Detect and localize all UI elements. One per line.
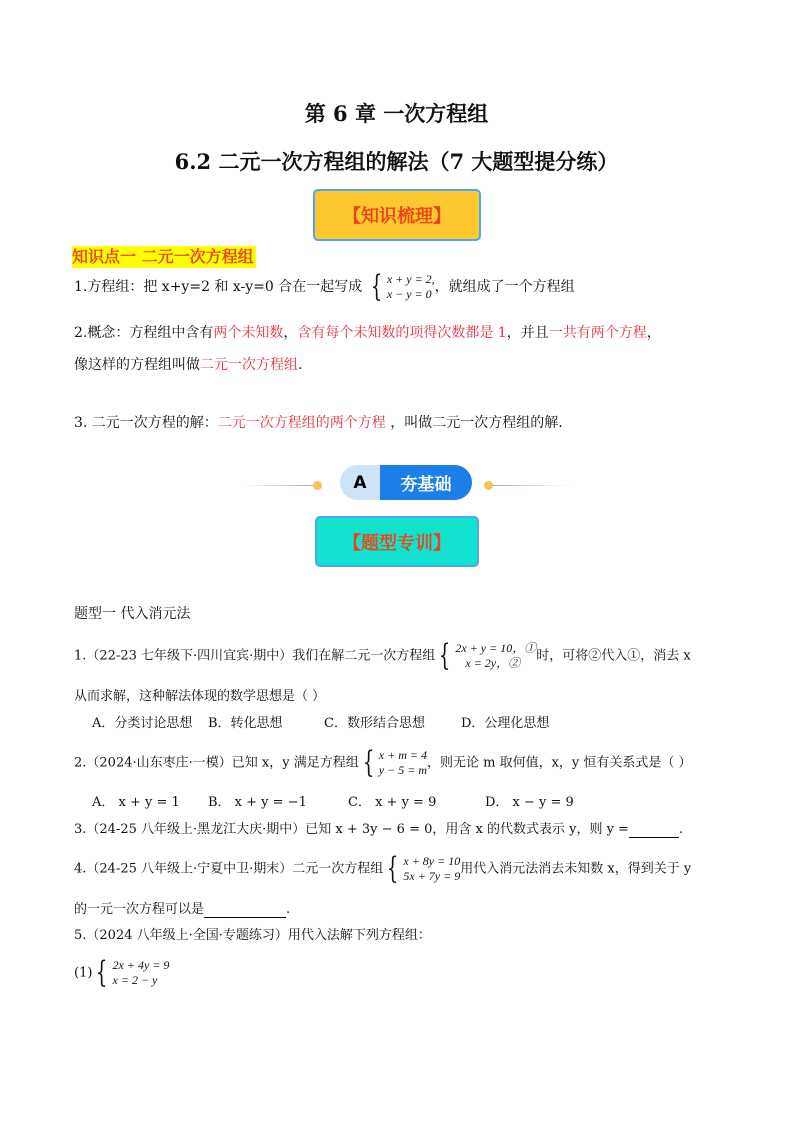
knowledge-item-3: 3. 二元一次方程的解：二元一次方程组的两个方程 ，叫做二元一次方程组的解. bbox=[74, 415, 563, 431]
option-d[interactable]: D．公理化思想 bbox=[461, 716, 550, 731]
level-badge bbox=[340, 465, 472, 500]
dot-right bbox=[484, 481, 493, 490]
question-1-options bbox=[92, 716, 549, 732]
option-d[interactable]: D． x − y = 9 bbox=[485, 795, 574, 810]
option-c[interactable]: C．数形结合思想 bbox=[324, 716, 425, 731]
badge-letter: A bbox=[340, 465, 380, 500]
answer-blank[interactable] bbox=[629, 823, 679, 838]
chapter-title: 第 6 章 一次方程组 bbox=[304, 101, 489, 126]
question-2-options bbox=[92, 795, 574, 811]
question-3: 3.（24-25 八年级上·黑龙江大庆·期中）已知 x + 3y − 6 = 0，用含 x 的代数式表示 y，则 y = . bbox=[74, 822, 684, 837]
knowledge-box: 【知识梳理】 bbox=[313, 189, 481, 241]
badge-label: 夯基础 bbox=[380, 465, 472, 500]
question-4: 4.（24-25 八年级上·宁夏中卫·期末）二元一次方程组 { x + 8y = 10 5x + 7y = 9 用代入消元法消去未知数 x，得到关于 y bbox=[74, 851, 692, 886]
option-a[interactable]: A． x + y = 1 bbox=[92, 795, 180, 810]
question-1: 1.（22-23 七年级下·四川宜宾·期中）我们在解二元一次方程组 { 2x + y = 10，① x = 2y，② 时，可将②代入①，消去 x bbox=[74, 638, 691, 673]
option-a[interactable]: A．分类讨论思想 bbox=[92, 716, 193, 731]
option-b[interactable]: B． x + y = −1 bbox=[208, 795, 307, 810]
dot-left bbox=[313, 481, 322, 490]
knowledge-item-2-line2: 像这样的方程组叫做二元一次方程组. bbox=[74, 357, 303, 373]
question-5-part-1: (1) { 2x + 4y = 9 x = 2 − y bbox=[74, 955, 170, 990]
question-4-line2: 的一元一次方程可以是 . bbox=[74, 902, 291, 917]
knowledge-item-2: 2.概念：方程组中含有两个未知数，含有每个未知数的项得次数都是 1，并且一共有两个方程， bbox=[74, 325, 661, 341]
divider-right bbox=[493, 485, 569, 486]
section-box: 【题型专训】 bbox=[315, 516, 479, 567]
section-title: 6.2 二元一次方程组的解法（7 大题型提分练） bbox=[174, 149, 619, 174]
answer-blank[interactable] bbox=[204, 903, 286, 918]
knowledge-point-heading: 知识点一 二元一次方程组 bbox=[72, 247, 254, 266]
type-heading: 题型一 代入消元法 bbox=[74, 606, 191, 622]
option-c[interactable]: C． x + y = 9 bbox=[348, 795, 437, 810]
equation-system: { x + y = 2, x − y = 0 bbox=[370, 269, 435, 304]
question-5: 5.（2024 八年级上·全国·专题练习）用代入法解下列方程组： bbox=[74, 928, 431, 943]
question-2: 2.（2024·山东枣庄·一模）已知 x，y 满足方程组 { x + m = 4 y − 5 = m ，则无论 m 取何值，x，y 恒有关系式是（ ） bbox=[74, 745, 692, 780]
option-b[interactable]: B．转化思想 bbox=[208, 716, 283, 731]
question-1-line2: 从而求解，这种解法体现的数学思想是（ ） bbox=[74, 689, 326, 704]
divider-left bbox=[240, 485, 316, 486]
knowledge-item-1: 1.方程组：把 x+y=2 和 x-y=0 合在一起写成 { x + y = 2, x − y = 0 ，就组成了一个方程组 bbox=[74, 269, 575, 304]
